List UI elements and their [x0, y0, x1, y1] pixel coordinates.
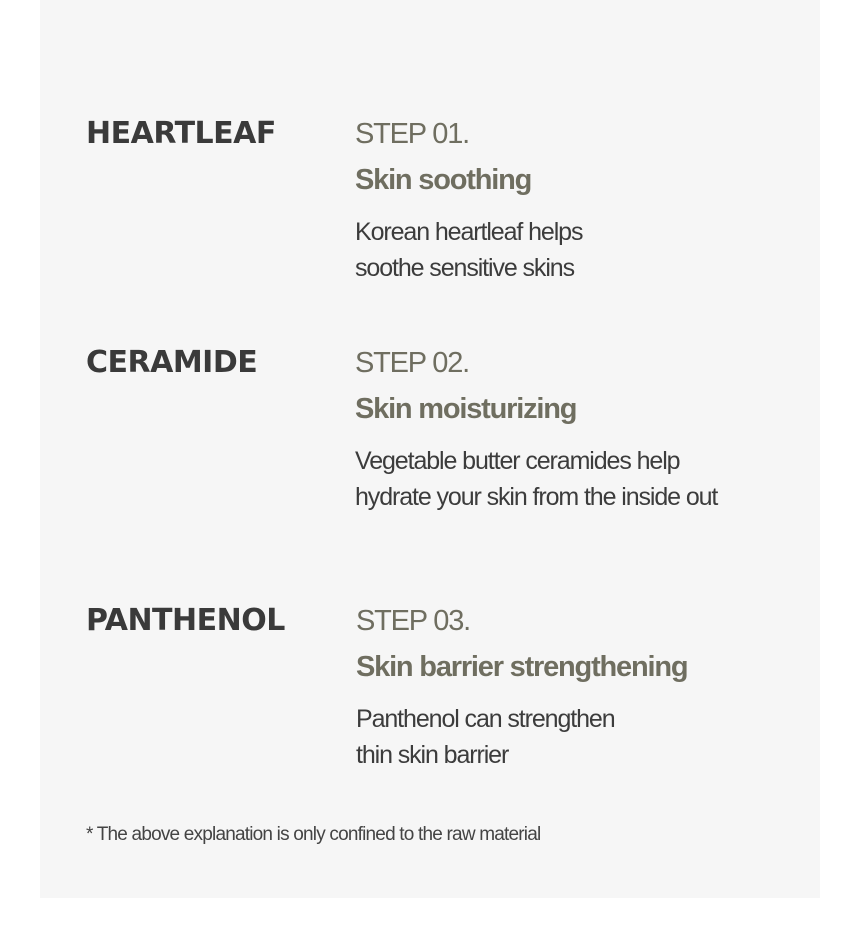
step-01-block [355, 117, 582, 286]
step-01-description [355, 214, 582, 286]
step-02-description [355, 443, 717, 515]
ingredient-heartleaf: HEARTLEAF [86, 116, 276, 151]
step-02-block [355, 346, 717, 515]
step-03-label: STEP 03. [356, 605, 470, 637]
ingredient-ceramide: CERAMIDE [86, 345, 258, 380]
step-03-description [356, 701, 687, 773]
step-03-block [356, 604, 687, 773]
ingredient-panthenol: PANTHENOL [86, 603, 285, 638]
step-01-description-line-1: Korean heartleaf helps [355, 218, 583, 246]
step-01-description-line-2: soothe sensitive skins [355, 254, 574, 282]
step-03-description-line-2: thin skin barrier [356, 741, 509, 769]
step-02-label: STEP 02. [355, 347, 469, 379]
footnote: * The above explanation is only confined to the raw material [86, 824, 541, 845]
step-03-description-line-1: Panthenol can strengthen [356, 705, 615, 733]
step-03-title: Skin barrier strengthening [356, 651, 688, 683]
step-02-description-line-1: Vegetable butter ceramides help [355, 447, 680, 475]
step-02-title: Skin moisturizing [355, 393, 577, 425]
step-02-description-line-2: hydrate your skin from the inside out [355, 483, 718, 511]
step-01-label: STEP 01. [355, 118, 469, 150]
step-01-title: Skin soothing [355, 164, 532, 196]
